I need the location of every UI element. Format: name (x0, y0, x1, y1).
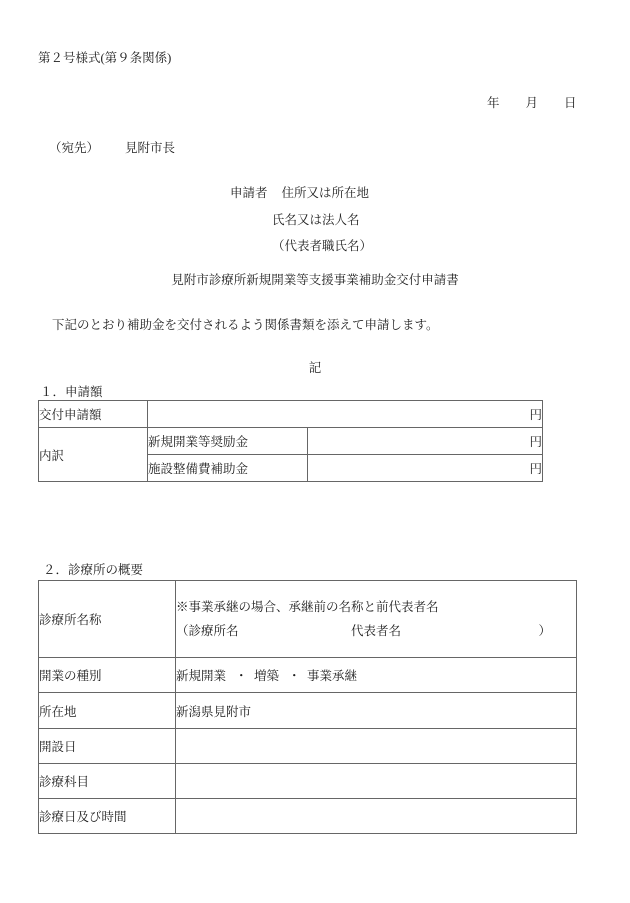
clinic-overview-table (38, 580, 577, 834)
section-1-heading: １．申請額 (40, 385, 103, 399)
hours-label: 診療日及び時間 (39, 799, 176, 834)
document-title: 見附市診療所新規開業等支援事業補助金交付申請書 (171, 273, 459, 287)
addressee-label: （宛先） (49, 141, 100, 155)
applicant-representative-line: （代表者職氏名） (272, 239, 373, 253)
lead-paragraph: 下記のとおり補助金を交付されるよう関係書類を添えて申請します。 (52, 318, 439, 332)
option-separator-1: ・ (235, 669, 248, 683)
clinic-name-value[interactable] (176, 581, 577, 658)
table-row (39, 729, 577, 764)
table-row (39, 658, 577, 693)
department-label: 診療科目 (39, 764, 176, 799)
opening-type-option-expansion[interactable]: 増築 (254, 669, 280, 683)
open-date-label: 開設日 (39, 729, 176, 764)
date-month: 月 (525, 96, 539, 110)
location-label: 所在地 (39, 693, 176, 729)
table-row (39, 693, 577, 729)
clinic-name-label: 診療所名称 (39, 581, 176, 658)
opening-type-option-succession[interactable]: 事業承継 (307, 669, 358, 683)
breakdown-item-1-label: 新規開業等奨励金 (148, 428, 308, 455)
hours-value[interactable] (176, 799, 577, 834)
applicant-address-line: 住所又は所在地 (281, 186, 370, 200)
department-value[interactable] (176, 764, 577, 799)
ki-mark: 記 (308, 361, 322, 375)
breakdown-item-1-value[interactable]: 円 (308, 428, 543, 455)
applicant-name-line: 氏名又は法人名 (272, 213, 360, 227)
opening-type-label: 開業の種別 (39, 658, 176, 693)
clinic-name-note-2: （診療所名 代表者名 ） (176, 624, 552, 638)
total-amount-value[interactable]: 円 (148, 401, 543, 428)
location-value[interactable]: 新潟県見附市 (176, 693, 577, 729)
section-2-heading: ２．診療所の概要 (43, 563, 144, 577)
date-day: 日 (564, 96, 577, 110)
date-line (487, 97, 577, 110)
table-row (39, 428, 543, 455)
table-row (39, 799, 577, 834)
opening-type-option-new[interactable]: 新規開業 (176, 669, 227, 683)
breakdown-item-2-value[interactable]: 円 (308, 455, 543, 482)
total-amount-label: 交付申請額 (39, 401, 148, 428)
applicant-label: 申請者 (230, 186, 268, 200)
form-number: 第２号様式(第９条関係) (38, 51, 172, 65)
date-year: 年 (487, 96, 500, 110)
breakdown-item-2-label: 施設整備費補助金 (148, 455, 308, 482)
table-row (39, 764, 577, 799)
open-date-value[interactable] (176, 729, 577, 764)
applicant-block (230, 187, 369, 200)
option-separator-2: ・ (288, 669, 301, 683)
application-amount-table (38, 400, 543, 482)
table-row (39, 581, 577, 658)
breakdown-label: 内訳 (39, 428, 148, 482)
opening-type-options[interactable] (176, 658, 577, 693)
clinic-name-note-1: ※事業承継の場合、承継前の名称と前代表者名 (176, 599, 439, 614)
addressee-name: 見附市長 (125, 141, 176, 155)
addressee (49, 142, 175, 155)
